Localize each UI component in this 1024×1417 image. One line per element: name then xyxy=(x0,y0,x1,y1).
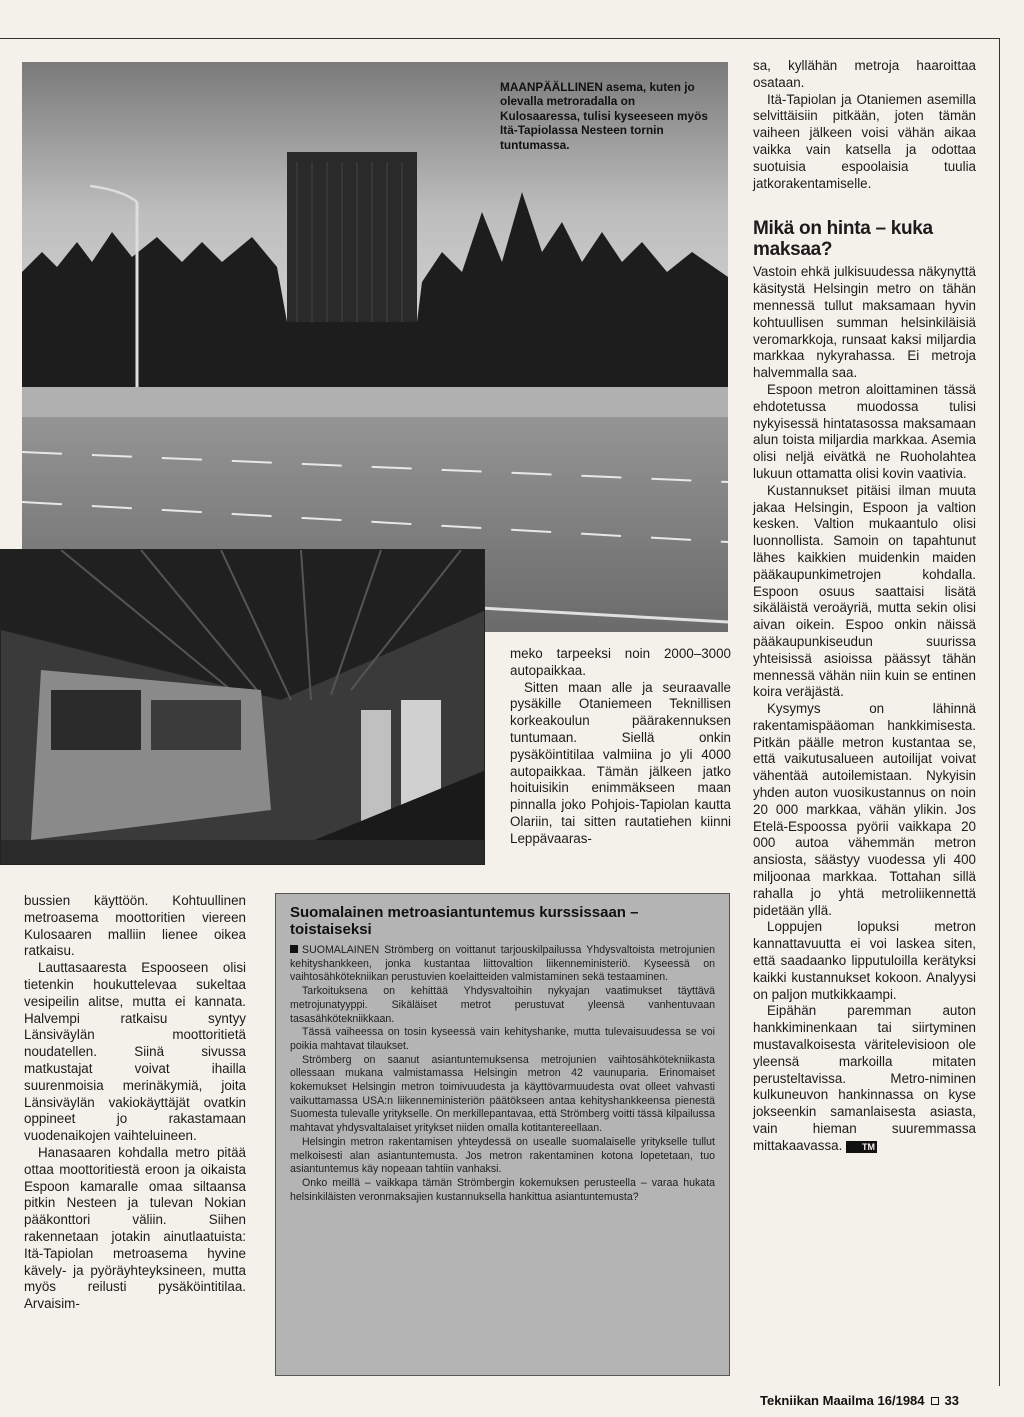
paragraph: Espoon metron aloittaminen tässä ehdotetussa muodossa tulisi nykyisessä hintatasossa maksamaan alun toista miljardia markkaa. Asemia olisi neljä eivätkä ne Ruoholahtea lukuun ottamatta olisi kovin vaativia. xyxy=(753,381,976,481)
page-footer xyxy=(760,1393,959,1408)
paragraph: Sitten maan alle ja seuraavalle pysäkille Otaniemeen Teknillisen korkeakoulun päärakennuksen tuntumaan. Siellä onkin pysäköintitilaa valmiina jo yli 4000 autopaikkaa. Tämän jälkeen jatko hoituisikin enimmäkseen maan pinnalla joko Pohjois-Tapiolan kautta Olariin, tai sitten rautatiehen kiinni Leppävaaras- xyxy=(510,679,731,846)
photo-metro-train-platform xyxy=(0,549,485,865)
paragraph: Hanasaaren kohdalla metro pitää ottaa moottoritiestä eroon ja oikaista Espoon kamaralle omaa siltaansa pitkin Nesteen ja tulevan Nokian pääkonttori väliin. Siihen rakennetaan jotakin ainutlaatuista: Itä-Tapiolan metroasema hyvine kävely- ja pyöräyhteyksineen, mutta myös reilusti pysäköintitilaa. Arvaisim- xyxy=(24,1144,246,1312)
sidebar-paragraph-text: SUOMALAINEN Strömberg on voittanut tarjouskilpailussa Yhdysvaltoista metrojunien kehityshankkeen, jonka kustantaa liittovaltion liikenneministeriö. Kyseessä on vaihtosähkötekniikan perustuvien koelaitteiden valmistaminen sekä testaaminen. xyxy=(290,944,715,984)
photo-train-illustration xyxy=(1,550,485,865)
magazine-issue: Tekniikan Maailma 16/1984 xyxy=(760,1393,925,1408)
sidebar-paragraph: Helsingin metron rakentamisen yhteydessä on usealle suomalaiselle yritykselle tullut melkoisesti alan asiantuntemusta. Jos metron rakentaminen kotona lopetetaan, tuo asiantuntemus käy nopeaan tahtiin vanhaksi. xyxy=(290,1135,715,1176)
sidebar-title: Suomalainen metroasiantuntemus kurssissaan – toistaiseksi xyxy=(290,904,639,938)
paragraph: Itä-Tapiolan ja Otaniemen asemilla selvittäisiin pitkään, joten tämän vaiheen jälkeen voisi vähän aikaa vaikka vain katsella ja odottaa suotuisia espoolaisia tuulia jatkorakentamiselle. xyxy=(753,91,976,191)
sidebar-paragraph: Onko meillä – vaikkapa tämän Strömbergin kokemuksen perusteella – varaa hukata helsinkiläisten veronmaksajien kustannuksella hankittua asiantuntemusta? xyxy=(290,1176,715,1203)
photo-caption: MAANPÄÄLLINEN asema, kuten jo olevalla metroradalla on Kulosaaressa, tulisi kyseeseen myös Itä-Tapiolassa Nesteen tornin tuntumassa. xyxy=(500,80,708,152)
paragraph: sa, kyllähän metroja haaroittaa osataan. xyxy=(753,58,976,90)
paragraph: Vastoin ehkä julkisuudessa näkynyttä käsitystä Helsingin metro on tähän mennessä tullut maksamaan hyvin kohtuullisen summan helsinkiläisiä veromarkkoja, runsaat kaksi miljardia markkaa nykyrahassa. Ei metroja halvemmalla saa. xyxy=(753,264,976,381)
paragraph: Lauttasaaresta Espooseen olisi tietenkin houkuttelevaa sukeltaa vesipeilin alitse, mutta ei kannata. Halvempi ratkaisu syntyy Länsiväylän moottoritietä noudatellen. Siinä sivussa matkustajat voivat ihailla suurenmoisia merinäkymiä, joita Länsiväylän vakiokäyttäjät ovatkin oppineet jo rakastamaan vuodenaikojen vaihteluineen. xyxy=(24,960,246,1144)
column-middle xyxy=(510,646,731,848)
page-number: 33 xyxy=(944,1393,959,1408)
paragraph: Kustannukset pitäisi ilman muuta jakaa Helsingin, Espoon ja valtion kesken. Valtion mukaantulo olisi luonnollista. Samoin on tapahtunut lähes kaikkien muidenkin maiden pääkaupunkimetrojen kohdalla. Espoon osuus saattaisi lisätä sikäläistä veroäyriä, mutta sekin olisi aivan oikein. Espoo onkin näissä pääkaupunkiseudun suurissa yhteisissä asioissa päässyt tähän mennessä vähän niin kuin se entinen koira veräjästä. xyxy=(753,482,976,700)
sidebar-paragraph xyxy=(290,944,715,985)
paragraph: Kysymys on lähinnä rakentamispääoman hankkimisesta. Pitkän päälle metron kustantaa se, että vaikutusalueen autoilijat voivat vähentää autoilemistaan. Nykyisin yhden auton vuosikustannus on noin 20 000 markkaa, vähän ylikin. Jos Etelä-Espoossa pyörii vaikkapa 20 000 autoa vähemmän metron ansiosta, säästyy vuodessa yli 400 miljoonaa markkaa. Tottahan sillä rahalla jo yhtä metroliikennettä pidetään yllä. xyxy=(753,701,976,918)
sidebar-paragraph: Strömberg on saanut asiantuntemuksensa metrojunien vaihtosähkötekniikasta ollessaan mukana valmistamassa Helsingin metron 42 vaunuparia. Erinomaiset kokemukset Helsingin metron toimivuudesta ja käyttövarmuudesta ovat olleet vahvasti vaikuttamassa USA:n liikenneministeriön päätökseen antaa kehityshankkeensa pienestä Suomesta tulevalle yritykselle. On merkillepantavaa, että Strömberg voitti tässä kilpailussa mahtavat yhdysvaltalaiset yritykset niiden omalla kotitantereellaan. xyxy=(290,1053,715,1135)
paragraph xyxy=(753,1003,976,1154)
paragraph: bussien käyttöön. Kohtuullinen metroasema moottoritien viereen Kulosaaren malliin lienee oikea ratkaisu. xyxy=(24,893,246,959)
paragraph-text: Eipähän paremman auton hankkiminenkaan tai siirtyminen mustavalkoisesta väritelevisioon ole yleensä markoilla mitaten perusteltavissa. Metro-niminen kulkuneuvon hankinnassa on kyse jokseenkin samanlaisesta asiasta, vain hieman suuremmassa mittakaavassa. xyxy=(753,1003,976,1153)
end-mark: TM xyxy=(846,1141,877,1153)
paragraph: meko tarpeeksi noin 2000–3000 autopaikkaa. xyxy=(510,646,731,678)
bullet-square-icon xyxy=(290,945,298,953)
section-heading: Mikä on hinta – kuka maksaa? xyxy=(753,218,933,261)
column-left xyxy=(24,893,246,1313)
square-separator-icon xyxy=(931,1397,939,1405)
paragraph: Loppujen lopuksi metron kannattavuutta ei voi laskea siten, että saadaanko lipputuloilla kerätyksi kaikki kustannukset kokoon. Analyysi on paljon mutkikkaampi. xyxy=(753,919,976,1002)
sidebar-paragraph: Tarkoituksena on kehittää Yhdysvaltoihin nykyajan vaatimukset täyttävä metrojunatyyppi. Sikäläiset metrot perustuvat yleensä vanhentuvaan tasasähkötekniikkaan. xyxy=(290,985,715,1025)
sidebar-box xyxy=(275,893,730,1376)
column-right xyxy=(753,58,976,1155)
sidebar-paragraph: Tässä vaiheessa on tosin kyseessä vain kehityshanke, mutta tulevaisuudessa se voi poikia mahtavat tilaukset. xyxy=(290,1026,715,1052)
